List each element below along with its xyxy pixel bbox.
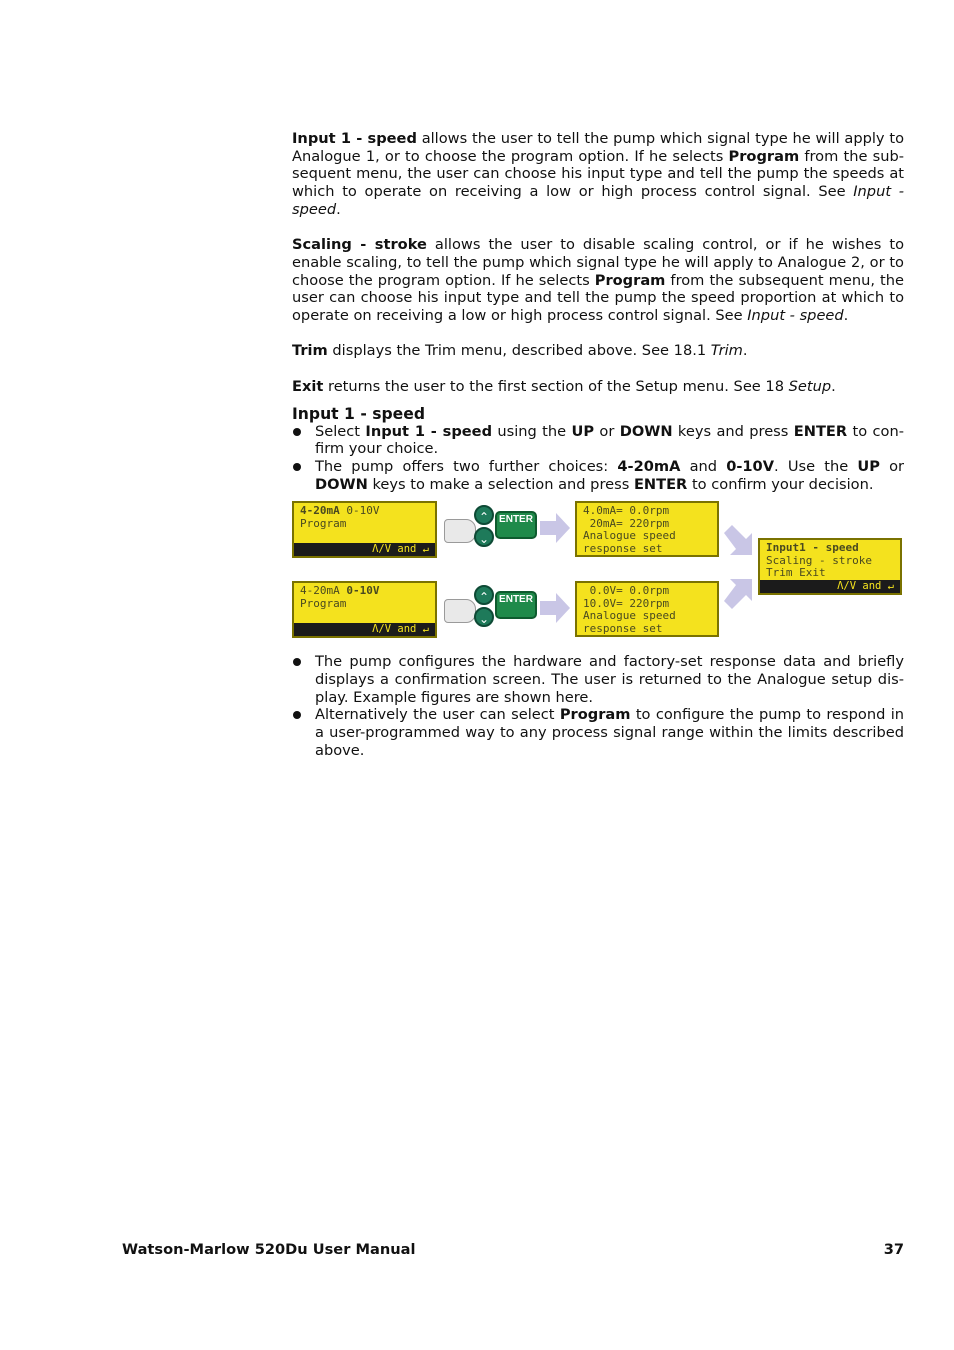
text: allows the user to tell the pump which signal type he will apply to Analogue 1, or to choose the program option. If he selects: [292, 130, 904, 165]
bullet-list-bottom: [292, 653, 904, 759]
lcd-bar: Λ/V and ↵: [294, 543, 435, 556]
text: .: [843, 307, 849, 325]
text: from the sub-sequent menu, the user can choose his input type and tell the pump the speeds at which to operate on receiving a low or high process control signal. See: [292, 147, 904, 201]
bold-term: 4-20mA: [617, 457, 681, 475]
arrow-right-icon: [540, 593, 570, 623]
cross-reference: Trim: [710, 342, 743, 360]
text: Select: [315, 422, 366, 440]
term-program: Program: [728, 147, 800, 165]
lcd-bold-text: 4-20mA: [300, 504, 340, 518]
text: Alternatively the user can select: [315, 706, 560, 724]
paragraph-scaling-stroke: [292, 236, 904, 325]
cross-reference: Input - speed: [292, 183, 904, 218]
text: allows the user to disable scaling control, or if he wishes to enable scaling, to tell the pump which signal type he will apply to Analogue 2, or to choose the program option. If he selects: [292, 236, 905, 289]
bold-term: UP: [857, 457, 880, 475]
text: .: [831, 377, 836, 395]
pointing-finger-icon: [444, 599, 476, 623]
enter-key-icon: ENTER: [495, 511, 537, 539]
page-number: 37: [883, 1241, 904, 1258]
lcd-screen-4-20ma-selected: [292, 501, 437, 558]
text: keys to make a selection and press: [367, 475, 634, 493]
bold-term: Input 1 - speed: [365, 422, 493, 440]
paragraph-exit: [292, 378, 904, 396]
text: . Use the: [774, 457, 858, 475]
bold-term: 0-10V: [726, 457, 775, 475]
page-footer: [122, 1241, 904, 1258]
lcd-line: Scaling - stroke: [766, 553, 872, 567]
lcd-line: response set: [583, 541, 663, 555]
lcd-line: Analogue speed: [583, 609, 676, 623]
lcd-bar: Λ/V and ↵: [760, 580, 900, 593]
term-input1-speed: Input 1 - speed: [292, 130, 417, 147]
lcd-line: [300, 585, 429, 598]
lcd-screen-analogue-menu: [758, 538, 902, 595]
term-exit: Exit: [292, 377, 324, 395]
term-scaling-stroke: Scaling - stroke: [292, 236, 427, 254]
arrow-right-icon: [540, 513, 570, 543]
bullet-list-top: [292, 423, 904, 494]
lcd-bold-text: 0-10V: [346, 584, 380, 598]
text: to configure the pump to respond in a user-programmed way to any process signal range within the limits described above.: [315, 706, 904, 759]
text: using the: [492, 422, 572, 440]
down-key-icon: ⌄: [474, 527, 494, 547]
term-trim: Trim: [292, 342, 328, 360]
lcd-line: 10.0V= 220rpm: [583, 596, 670, 610]
lcd-line: Trim Exit: [766, 566, 826, 580]
bold-term: DOWN: [315, 475, 368, 493]
text: keys and press: [672, 422, 794, 440]
lcd-line: Program: [300, 516, 347, 530]
lcd-line: [300, 505, 429, 518]
lcd-text: 0-10V: [339, 504, 380, 518]
lcd-screen-ma-response: [575, 501, 719, 557]
text: .: [336, 200, 341, 218]
lcd-line: Analogue speed: [583, 529, 676, 543]
list-item: [292, 458, 904, 493]
lcd-screen-0-10v-selected: [292, 581, 437, 638]
bold-term: ENTER: [633, 475, 688, 493]
text: and: [680, 457, 727, 475]
lcd-screen-v-response: [575, 581, 719, 637]
text: or: [879, 457, 904, 475]
lcd-line: 4.0mA= 0.0rpm: [583, 504, 670, 518]
bold-term: Program: [559, 706, 631, 724]
list-item: [292, 706, 904, 759]
manual-title: Watson-Marlow 520Du User Manual: [122, 1241, 416, 1258]
text: displays the Trim menu, described above. See 18.1: [327, 342, 711, 360]
lcd-line: 0.0V= 0.0rpm: [583, 584, 670, 598]
lcd-text: 4-20mA: [300, 584, 347, 598]
list-item: [292, 423, 904, 458]
content-column: [292, 130, 904, 760]
text: or: [594, 422, 620, 440]
up-key-icon: ⌃: [474, 585, 494, 605]
paragraph-trim: [292, 342, 904, 360]
text: The pump offers two further choices:: [315, 457, 618, 475]
bold-term: ENTER: [793, 422, 848, 440]
pointing-finger-icon: [444, 519, 476, 543]
enter-key-icon: ENTER: [495, 591, 537, 619]
text: returns the user to the first section of the Setup menu. See 18: [323, 377, 789, 395]
lcd-line: Input1 - speed: [766, 541, 859, 555]
paragraph-input1-speed: [292, 130, 904, 219]
list-item: The pump configures the hardware and factory-set response data and briefly displays a confirmation screen. The user is returned to the Analogue setup dis-play. Example figures are shown here.: [292, 653, 904, 706]
lcd-line: Program: [300, 596, 347, 610]
lcd-bar: Λ/V and ↵: [294, 623, 435, 636]
arrow-down-right-icon: [722, 523, 756, 557]
cross-reference: Setup: [788, 377, 832, 395]
text: to con-firm your choice.: [315, 422, 904, 458]
menu-flow-figure: [292, 501, 904, 643]
up-key-icon: ⌃: [474, 505, 494, 525]
cross-reference: Input - speed: [747, 307, 844, 325]
bold-term: UP: [571, 422, 595, 440]
down-key-icon: ⌄: [474, 607, 494, 627]
bold-term: DOWN: [619, 422, 673, 440]
text: from the subsequent menu, the user can choose his input type and tell the pump the speed proportion at which to operate on receiving a low or high process control signal. See: [292, 271, 904, 325]
term-program: Program: [594, 271, 666, 289]
text: .: [742, 342, 748, 360]
lcd-line: response set: [583, 621, 663, 635]
lcd-line: 20mA= 220rpm: [583, 516, 670, 530]
text: to confirm your decision.: [687, 475, 874, 493]
section-heading: Input 1 - speed: [292, 404, 425, 423]
arrow-up-right-icon: [722, 577, 756, 611]
